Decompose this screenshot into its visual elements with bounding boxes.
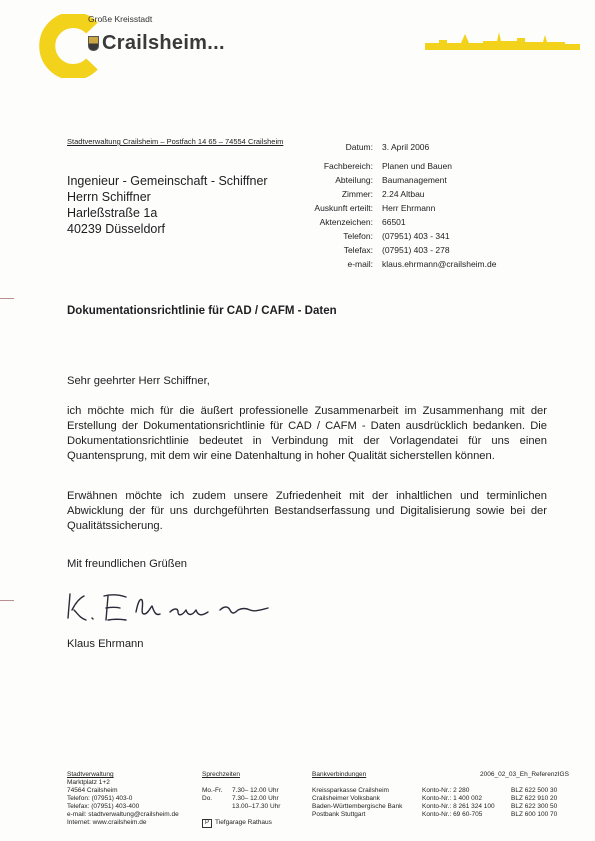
info-value-abteilung: Baumanagement	[382, 175, 447, 185]
info-key-auskunft: Auskunft erteilt:	[314, 203, 373, 213]
footer-bank-name: Postbank Stuttgart	[312, 811, 366, 818]
body-paragraph-2: Erwähnen möchte ich zudem unsere Zufriedenheit mit der inhaltlichen und terminlichen Abwicklung der für uns durchgeführten Bestandserfassung und Digitalisierung sowie bei der Qualitätssicherung.	[67, 490, 547, 532]
town-name: Crailsheim...	[102, 32, 225, 54]
footer-verwaltung-line: Telefax: (07951) 403-400	[67, 803, 140, 810]
footer-verwaltung-line: Internet: www.crailsheim.de	[67, 819, 147, 826]
info-key-email: e-mail:	[347, 259, 373, 269]
footer-sprechzeiten-heading: Sprechzeiten	[202, 771, 240, 778]
fold-mark-top	[0, 298, 14, 299]
footer-bank-blz: BLZ 622 910 20	[511, 795, 558, 802]
recipient-street: Harleßstraße 1a	[67, 206, 158, 220]
footer-verwaltung-line: Telefon: (07951) 403-0	[67, 795, 133, 802]
info-value-auskunft: Herr Ehrmann	[382, 203, 436, 213]
info-key-datum: Datum:	[345, 142, 373, 152]
footer-bank-heading: Bankverbindungen	[312, 771, 367, 778]
footer-sprechzeiten-time: 7.30– 12.00 Uhr	[232, 795, 279, 802]
info-value-telefax: (07951) 403 - 278	[382, 245, 450, 255]
document-reference: 2006_02_03_Eh_ReferenzIGS	[480, 771, 569, 778]
footer-bank-konto: Konto-Nr.: 69 60-705	[422, 811, 483, 818]
footer-bank-name: Baden-Württembergische Bank	[312, 803, 403, 810]
town-prefix: Große Kreisstadt	[88, 14, 153, 24]
parking-icon: P	[202, 819, 212, 828]
handwritten-signature	[64, 588, 294, 628]
footer-sprechzeiten-day: Mo.-Fr.	[202, 787, 223, 794]
info-key-fachbereich: Fachbereich:	[323, 161, 373, 171]
footer-bank-konto: Konto-Nr.: 2 280	[422, 787, 470, 794]
footer-bank-konto: Konto-Nr.: 8 261 324 100	[422, 803, 495, 810]
sender-return-address: Stadtverwaltung Crailsheim – Postfach 14 65 – 74554 Crailsheim	[67, 137, 284, 146]
fold-mark-bottom	[0, 600, 14, 601]
footer-bank-name: Kreissparkasse Crailsheim	[312, 787, 389, 794]
footer-verwaltung-line: e-mail: stadtverwaltung@crailsheim.de	[67, 811, 179, 818]
footer-verwaltung-heading: Stadtverwaltung	[67, 771, 114, 778]
recipient-company: Ingenieur - Gemeinschaft - Schiffner	[67, 174, 268, 188]
info-value-aktenzeichen: 66501	[382, 217, 406, 227]
footer-verwaltung-line: 74564 Crailsheim	[67, 787, 118, 794]
info-key-abteilung: Abteilung:	[335, 175, 373, 185]
info-value-telefon: (07951) 403 - 341	[382, 231, 450, 241]
recipient-city: 40239 Düsseldorf	[67, 222, 165, 236]
info-key-aktenzeichen: Aktenzeichen:	[319, 217, 373, 227]
info-value-datum: 3. April 2006	[382, 142, 430, 152]
footer-bank-blz: BLZ 622 500 30	[511, 787, 558, 794]
letter-subject: Dokumentationsrichtlinie für CAD / CAFM - Daten	[67, 305, 337, 317]
footer-bank-blz: BLZ 600 100 70	[511, 811, 558, 818]
footer-sprechzeiten-time: 13.00–17.30 Uhr	[232, 803, 281, 810]
info-value-zimmer: 2.24 Altbau	[382, 189, 425, 199]
footer-bank-konto: Konto-Nr.: 1 400 002	[422, 795, 482, 802]
signature-name: Klaus Ehrmann	[67, 638, 144, 650]
footer-parking	[202, 819, 272, 828]
info-key-zimmer: Zimmer:	[341, 189, 373, 199]
salutation: Sehr geehrter Herr Schiffner,	[67, 375, 210, 387]
info-key-telefax: Telefax:	[343, 245, 373, 255]
info-value-email: klaus.ehrmann@crailsheim.de	[382, 259, 497, 269]
footer-bank-name: Crailsheimer Volksbank	[312, 795, 380, 802]
footer-sprechzeiten-day: Do.	[202, 795, 213, 802]
closing-phrase: Mit freundlichen Grüßen	[67, 558, 188, 570]
footer-parking-label: Tiefgarage Rathaus	[215, 819, 272, 826]
footer-verwaltung-line: Marktplatz 1+2	[67, 779, 110, 786]
coat-of-arms-icon	[88, 36, 99, 51]
body-paragraph-1: ich möchte mich für die äußert professionelle Zusammenarbeit im Zusammenhang mit der Erstellung der Dokumentationsrichtlinie für CAD / CAFM - Daten ausdrücklich bedanken. Die Dokumentationsrichtlinie bedeutet in Verbindung mit der Vorlagendatei für uns einen Quantensprung, mit dem wir eine Datenhaltung in hoher Qualität sicherstellen können.	[67, 405, 547, 462]
skyline-icon	[425, 28, 580, 50]
footer-bank-blz: BLZ 622 300 50	[511, 803, 558, 810]
info-key-telefon: Telefon:	[343, 231, 373, 241]
info-value-fachbereich: Planen und Bauen	[382, 161, 452, 171]
footer-sprechzeiten-time: 7.30– 12.00 Uhr	[232, 787, 279, 794]
recipient-name: Herrn Schiffner	[67, 190, 151, 204]
